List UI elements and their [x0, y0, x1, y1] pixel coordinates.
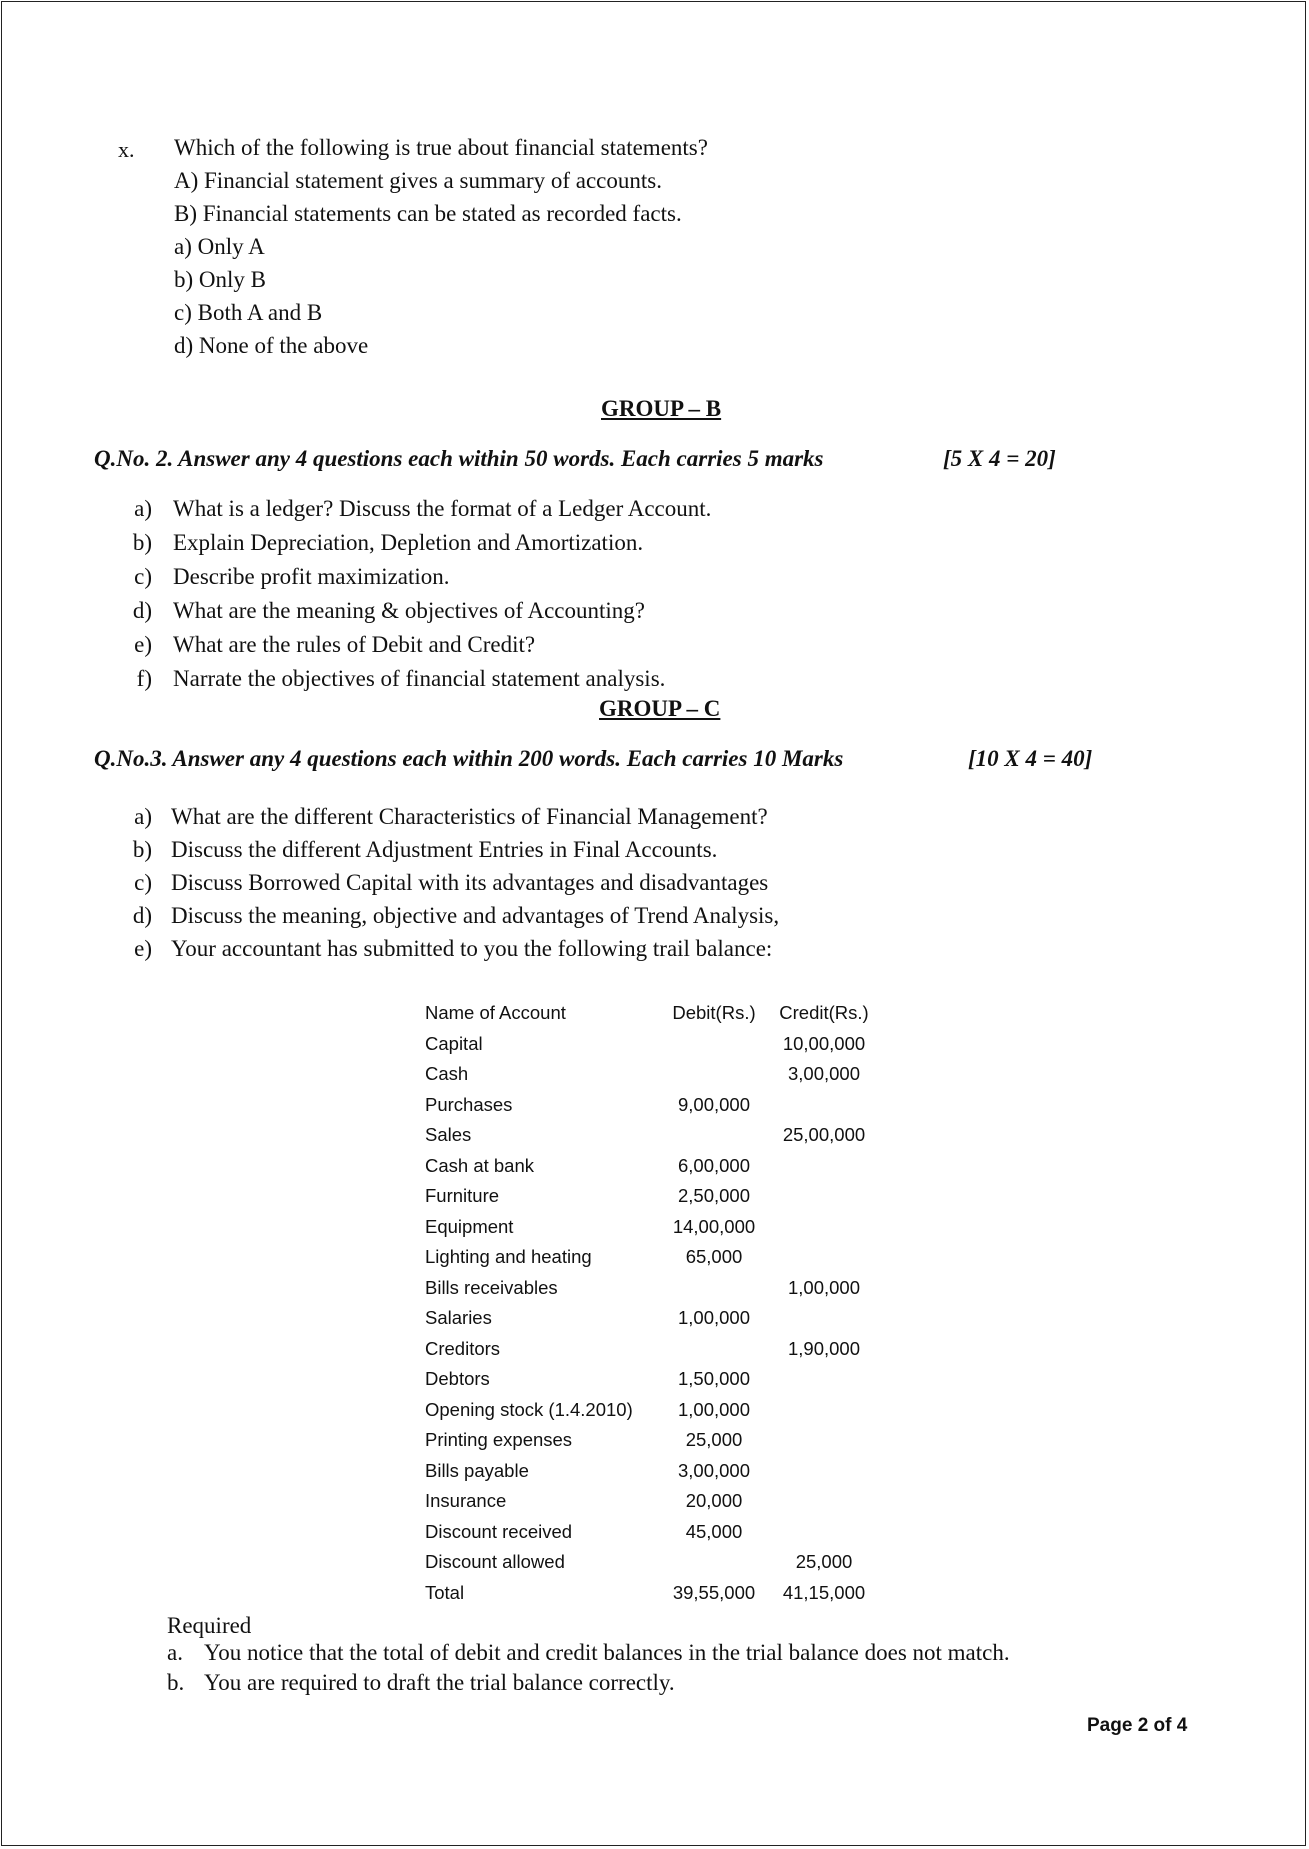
debit-cell: 1,50,000 — [677, 1368, 750, 1390]
group-b-item-text: Explain Depreciation, Depletion and Amortization. — [173, 530, 644, 555]
exam-page — [1, 1, 1306, 1846]
table-row — [420, 1029, 879, 1060]
column-header: Name of Account — [425, 1002, 566, 1024]
question-x-stem: Which of the following is true about financial statements? — [174, 135, 708, 160]
debit-cell — [659, 1120, 769, 1151]
account-name-cell: Discount allowed — [425, 1551, 565, 1573]
group-c-item-text: Your accountant has submitted to you the following trail balance: — [171, 936, 773, 961]
table-row — [420, 1242, 879, 1273]
credit-cell — [769, 1456, 879, 1487]
table-row — [420, 1090, 879, 1121]
credit-cell: 3,00,000 — [787, 1063, 860, 1085]
group-b-item-text: What are the meaning & objectives of Accounting? — [173, 598, 645, 623]
question-x-option: A) Financial statement gives a summary of accounts. — [174, 168, 662, 193]
debit-cell: 9,00,000 — [677, 1093, 750, 1115]
group-b-item-letter: a) — [134, 496, 152, 521]
account-name-cell: Bills payable — [425, 1459, 529, 1481]
account-name-cell: Creditors — [425, 1337, 501, 1359]
question-x-option: c) Both A and B — [174, 300, 323, 325]
group-b-item-letter: c) — [134, 564, 152, 589]
debit-cell — [659, 1273, 769, 1304]
group-c-item-letter: a) — [134, 804, 152, 829]
group-b-item-text: What are the rules of Debit and Credit? — [173, 632, 536, 657]
account-name-cell: Salaries — [425, 1307, 492, 1329]
table-row — [420, 1364, 879, 1395]
question-x-number: x. — [118, 137, 135, 162]
table-row — [420, 1059, 879, 1090]
credit-cell — [769, 1364, 879, 1395]
account-name-cell: Opening stock (1.4.2010) — [425, 1398, 633, 1420]
account-name-cell: Insurance — [425, 1490, 507, 1512]
account-name-cell: Bills receivables — [425, 1276, 558, 1298]
credit-cell: 10,00,000 — [782, 1032, 866, 1054]
group-c-item-letter: d) — [132, 903, 152, 928]
table-row — [420, 1212, 879, 1243]
debit-cell: 20,000 — [685, 1490, 743, 1512]
table-row — [420, 1273, 879, 1304]
group-c-item-text: What are the different Characteristics of Financial Management? — [171, 804, 768, 829]
credit-cell — [769, 1212, 879, 1243]
account-name-cell: Capital — [425, 1032, 483, 1054]
credit-cell — [769, 1151, 879, 1182]
account-name-cell: Lighting and heating — [425, 1246, 592, 1268]
account-name-cell: Discount received — [425, 1520, 573, 1542]
required-item-text: You notice that the total of debit and credit balances in the trial balance does not match. — [204, 1640, 1010, 1665]
table-row — [420, 1456, 879, 1487]
credit-cell — [769, 1425, 879, 1456]
debit-cell: 2,50,000 — [677, 1185, 750, 1207]
table-row — [420, 1151, 879, 1182]
group-c-heading: GROUP – C — [599, 696, 721, 721]
debit-cell: 3,00,000 — [677, 1459, 750, 1481]
group-b-item-text: Describe profit maximization. — [173, 564, 450, 589]
credit-cell — [769, 1395, 879, 1426]
required-item-letter: a. — [167, 1640, 183, 1665]
required-heading: Required — [167, 1613, 252, 1638]
table-row — [420, 1486, 879, 1517]
group-b-item-letter: e) — [134, 632, 152, 657]
table-row — [420, 1303, 879, 1334]
credit-cell: 1,90,000 — [787, 1337, 860, 1359]
column-header: Debit(Rs.) — [672, 1002, 756, 1024]
required-item-letter: b. — [167, 1670, 185, 1695]
account-name-cell: Sales — [425, 1124, 472, 1146]
debit-cell: 6,00,000 — [677, 1154, 750, 1176]
table-row — [420, 1181, 879, 1212]
account-name-cell: Equipment — [425, 1215, 514, 1237]
trial-balance-table — [420, 998, 879, 1608]
account-name-cell: Printing expenses — [425, 1429, 573, 1451]
group-b-instruction: Q.No. 2. Answer any 4 questions each within 50 words. Each carries 5 marks — [94, 446, 824, 471]
question-x-option: a) Only A — [174, 234, 265, 259]
credit-cell: 25,000 — [795, 1551, 853, 1573]
group-c-item-text: Discuss the different Adjustment Entries in Final Accounts. — [171, 837, 718, 862]
group-b-item-text: Narrate the objectives of financial statement analysis. — [173, 666, 666, 691]
debit-cell: 1,00,000 — [677, 1398, 750, 1420]
group-c-item-text: Discuss Borrowed Capital with its advantages and disadvantages — [171, 870, 769, 895]
group-c-marks: [10 X 4 = 40] — [968, 746, 1093, 771]
debit-cell: 65,000 — [685, 1246, 743, 1268]
table-row — [420, 1425, 879, 1456]
group-c-item-letter: e) — [134, 936, 152, 961]
credit-cell — [769, 1486, 879, 1517]
question-x-option: d) None of the above — [174, 333, 369, 358]
credit-cell: 1,00,000 — [787, 1276, 860, 1298]
group-b-item-letter: b) — [132, 530, 152, 555]
table-row — [420, 1334, 879, 1365]
account-name-cell: Furniture — [425, 1185, 500, 1207]
account-name-cell: Cash — [425, 1063, 469, 1085]
group-b-item-text: What is a ledger? Discuss the format of a Ledger Account. — [173, 496, 712, 521]
group-c-instruction: Q.No.3. Answer any 4 questions each within 200 words. Each carries 10 Marks — [94, 746, 844, 771]
table-row — [420, 1517, 879, 1548]
account-name-cell: Debtors — [425, 1368, 490, 1390]
group-c-item-letter: b) — [132, 837, 152, 862]
column-header: Credit(Rs.) — [779, 1002, 869, 1024]
required-item-text: You are required to draft the trial balance correctly. — [204, 1670, 675, 1695]
table-row — [420, 1547, 879, 1578]
question-x-option: b) Only B — [174, 267, 266, 292]
debit-cell — [659, 1059, 769, 1090]
page-number: Page 2 of 4 — [1087, 1715, 1188, 1736]
group-b-item-letter: f) — [136, 666, 152, 691]
debit-cell — [659, 1547, 769, 1578]
debit-cell: 14,00,000 — [672, 1215, 756, 1237]
account-name-cell: Total — [425, 1581, 465, 1603]
table-header-row — [420, 998, 879, 1029]
group-c-item-letter: c) — [134, 870, 152, 895]
account-name-cell: Cash at bank — [425, 1154, 535, 1176]
question-x-option: B) Financial statements can be stated as recorded facts. — [174, 201, 682, 226]
credit-cell — [769, 1303, 879, 1334]
credit-cell: 25,00,000 — [782, 1124, 866, 1146]
credit-cell — [769, 1090, 879, 1121]
debit-cell — [659, 1029, 769, 1060]
account-name-cell: Purchases — [425, 1093, 513, 1115]
credit-cell: 41,15,000 — [782, 1581, 866, 1603]
group-b-item-letter: d) — [132, 598, 152, 623]
debit-cell — [659, 1334, 769, 1365]
debit-cell: 1,00,000 — [677, 1307, 750, 1329]
group-b-heading: GROUP – B — [601, 396, 722, 421]
group-b-marks: [5 X 4 = 20] — [943, 446, 1056, 471]
debit-cell: 39,55,000 — [672, 1581, 756, 1603]
table-row — [420, 1395, 879, 1426]
debit-cell: 25,000 — [685, 1429, 743, 1451]
table-row — [420, 1578, 879, 1609]
credit-cell — [769, 1517, 879, 1548]
debit-cell: 45,000 — [685, 1520, 743, 1542]
credit-cell — [769, 1181, 879, 1212]
credit-cell — [769, 1242, 879, 1273]
group-c-item-text: Discuss the meaning, objective and advantages of Trend Analysis, — [171, 903, 780, 928]
table-row — [420, 1120, 879, 1151]
